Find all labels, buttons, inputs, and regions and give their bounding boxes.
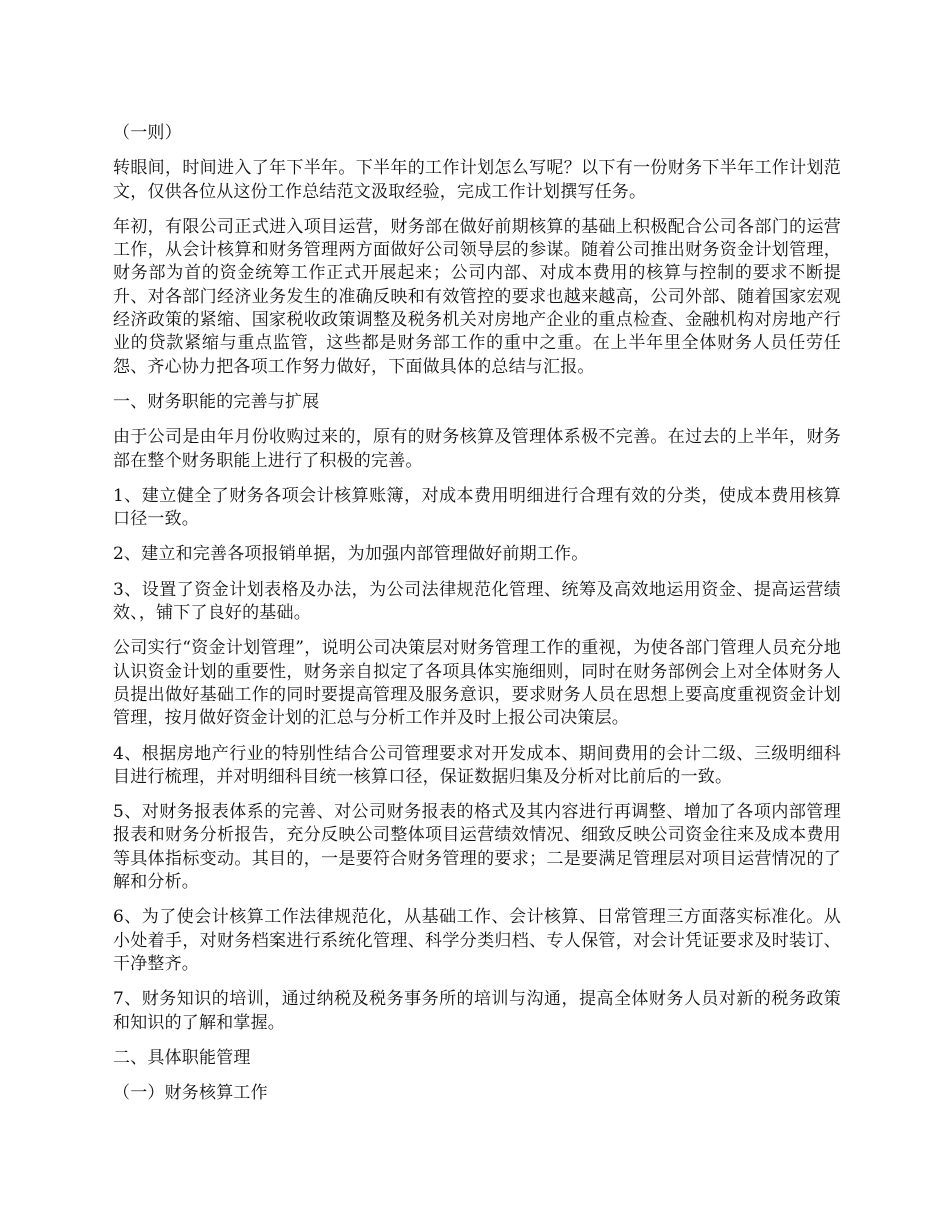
item-2-paragraph: 2、建立和完善各项报销单据，为加强内部管理做好前期工作。 xyxy=(113,544,589,565)
section-label-one: （一则） xyxy=(113,123,182,143)
document-page xyxy=(113,122,841,1117)
item-5-paragraph: 5、对财务报表体系的完善、对公司财务报表的格式及其内容进行再调整、增加了各项内部管理报表和财务分析报告，充分反映公司整体项目运营绩效情况、细致反映公司资金往来及成本费用等具体指标变动。其目的，一是要符合财务管理的要求；二是要满足管理层对项目运营情况的了解和分析。 xyxy=(113,802,841,893)
item-4-paragraph: 4、根据房地产行业的特别性结合公司管理要求对开发成本、期间费用的会计二级、三级明细科目进行梳理，并对明细科目统一核算口径，保证数据归集及分析对比前后的一致。 xyxy=(113,743,841,787)
item-7-paragraph: 7、财务知识的培训，通过纳税及税务事务所的培训与沟通，提高全体财务人员对新的税务政策和知识的了解和掌握。 xyxy=(113,989,841,1033)
functions-intro-paragraph: 由于公司是由年月份收购过来的，原有的财务核算及管理体系极不完善。在过去的上半年，财务部在整个财务职能上进行了积极的完善。 xyxy=(113,427,841,471)
fund-plan-paragraph: 公司实行“资金计划管理”，说明公司决策层对财务管理工作的重视，为使各部门管理人员充分地认识资金计划的重要性，财务亲自拟定了各项具体实施细则，同时在财务部例会上对全体财务人员提出做好基础工作的同时要提高管理及服务意识，要求财务人员在思想上要高度重视资金计划管理，按月做好资金计划的汇总与分析工作并及时上报公司决策层。 xyxy=(113,638,841,729)
heading-accounting-work: （一）财务核算工作 xyxy=(113,1083,268,1104)
heading-finance-functions: 一、财务职能的完善与扩展 xyxy=(113,391,320,412)
intro-paragraph: 转眼间，时间进入了年下半年。下半年的工作计划怎么写呢？以下有一份财务下半年工作计划范文，仅供各位从这份工作总结范文汲取经验，完成工作计划撰写任务。 xyxy=(113,158,841,202)
background-paragraph: 年初，有限公司正式进入项目运营，财务部在做好前期核算的基础上积极配合公司各部门的运营工作，从会计核算和财务管理两方面做好公司领导层的参谋。随着公司推出财务资金计划管理，财务部为首的资金统筹工作正式开展起来；公司内部、对成本费用的核算与控制的要求不断提升、对各部门经济业务发生的准确反映和有效管控的要求也越来越高，公司外部、随着国家宏观经济政策的紧缩、国家税收政策调整及税务机关对房地产企业的重点检查、金融机构对房地产行业的贷款紧缩与重点监管，这些都是财务部工作的重中之重。在上半年里全体财务人员任劳任怨、齐心协力把各项工作努力做好，下面做具体的总结与汇报。 xyxy=(113,216,841,377)
item-3-paragraph: 3、设置了资金计划表格及办法，为公司法律规范化管理、统筹及高效地运用资金、提高运营绩效、，铺下了良好的基础。 xyxy=(113,579,841,624)
item-1-paragraph: 1、建立健全了财务各项会计核算账簿，对成本费用明细进行合理有效的分类，使成本费用核算口径一致。 xyxy=(113,485,841,530)
item-6-paragraph: 6、为了使会计核算工作法律规范化，从基础工作、会计核算、日常管理三方面落实标准化。从小处着手，对财务档案进行系统化管理、科学分类归档、专人保管，对会计凭证要求及时装订、干净整齐。 xyxy=(113,907,841,974)
heading-specific-management: 二、具体职能管理 xyxy=(113,1047,251,1068)
